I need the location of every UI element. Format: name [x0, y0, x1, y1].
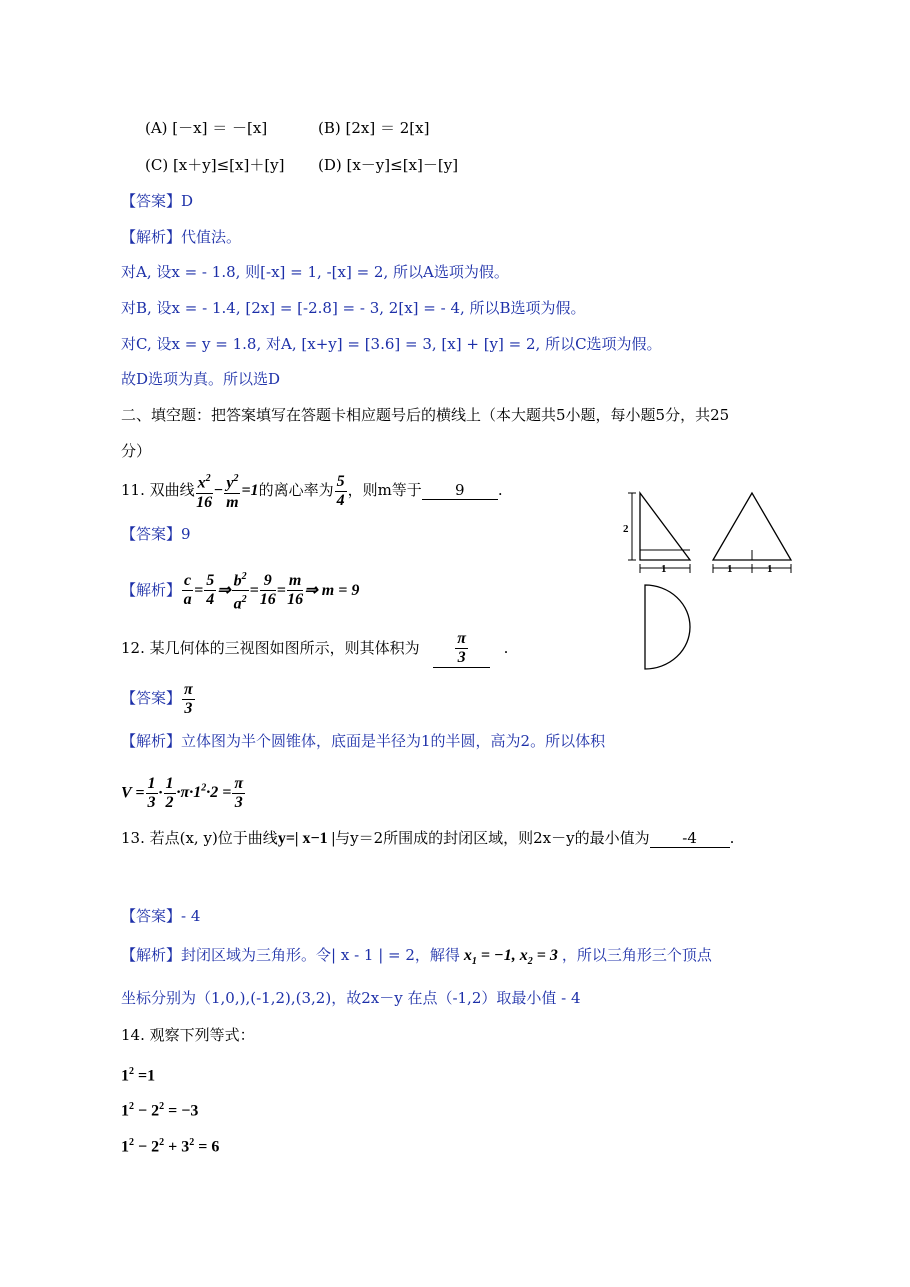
q13-end: . [729, 829, 735, 847]
q10-option-d: (D) [x－y]≤[x]－[y] [318, 156, 459, 174]
q10-line-b: 对B, 设x = - 1.4, [2x] = [-2.8] = - 3, 2[x] = - 4, 所以B选项为假。 [121, 299, 586, 317]
q11-end: . [497, 481, 503, 499]
q12-prefix: 12. 某几何体的三视图如图所示，则其体积为 [121, 639, 420, 657]
q11-eq-frac2: $\frac{y^2}{m}$ [224, 470, 240, 511]
q12-answer: 【答案】 $\frac{\pi}{3}$ [121, 680, 193, 717]
q11-ecc-frac: $\frac{5}{4}$ [336, 472, 345, 509]
q13-question: 13. 若点(x, y)位于曲线y=| x−1 |与y＝2所围成的封闭区域，则2x－y的最小值为 -4 . [121, 829, 735, 847]
q13-analysis: 【解析】封闭区域为三角形。令| x - 1 | = 2，解得 $x_1 = -1$, $x_2 = 3$ ，所以三角形三个顶点 [121, 946, 712, 968]
q11-question: 11. 双曲线 $\frac{x^2}{16}$ − $\frac{y^2}{m}$ =1的离心率为 $\frac{5}{4}$ ，则m等于 9 . [121, 470, 503, 512]
q12-analysis [121, 731, 605, 751]
q13-blank: -4 [650, 829, 730, 848]
analysis-tag: 【解析】 [121, 732, 182, 750]
q14-eq-3: $1^2 - 2^2 + 3^2 = 6$ [121, 1137, 220, 1156]
answer-value: - 4 [181, 907, 201, 925]
section2-line2: 分） [121, 442, 152, 460]
analysis-tag: 【解析】 [121, 580, 182, 599]
answer-tag: 【答案】 [121, 907, 182, 925]
dim-width-label-3: 1 [767, 563, 773, 575]
q13-middle: 与y＝2所围成的封闭区域，则2x－y的最小值为 [335, 829, 650, 847]
section2-line1: 二、填空题：把答案填写在答题卡相应题号后的横线上（本大题共5小题，每小题5分，共25 [121, 406, 730, 424]
q12-blank: $\frac{\pi}{3}$ [420, 630, 504, 668]
q11-then: ，则m等于 [347, 481, 422, 499]
q10-line-d: 故D选项为真。所以选D [121, 370, 281, 388]
q13-prefix: 13. 若点(x, y)位于曲线 [121, 829, 278, 847]
q10-analysis [121, 227, 241, 247]
q11-prefix: 11. 双曲线 [121, 481, 195, 499]
analysis-text: 立体图为半个圆锥体，底面是半径为1的半圆，高为2。所以体积 [181, 732, 606, 750]
answer-tag: 【答案】 [121, 192, 182, 210]
q10-answer [121, 191, 193, 211]
three-view-figure [620, 488, 800, 678]
q11-middle: 的离心率为 [258, 481, 334, 499]
analysis-text: 代值法。 [181, 228, 242, 246]
answer-tag: 【答案】 [121, 689, 182, 707]
q12-volume-formula: V = $\frac{1}{3}$ · $\frac{1}{2}$ $\cdot\pi\cdot 1^2\cdot 2$ = $\frac{\pi}{3}$ [121, 774, 244, 811]
dim-width-label-2: 1 [727, 563, 733, 575]
q10-option-b: (B) [2x] ＝ 2[x] [318, 119, 430, 137]
q12-question [121, 628, 508, 668]
q11-blank: 9 [422, 481, 498, 500]
q12-end: . [503, 639, 509, 657]
q14-question: 14. 观察下列等式： [121, 1026, 255, 1044]
q10-option-c: (C) [x＋y]≤[x]＋[y] [145, 156, 285, 174]
q11-eq-frac1: $\frac{x^2}{16}$ [196, 470, 213, 511]
answer-tag: 【答案】 [121, 525, 182, 543]
q11-answer [121, 524, 191, 544]
q14-eq-1: $1^2 =1$ [121, 1066, 156, 1085]
q10-line-c: 对C, 设x = y = 1.8, 对A, [x+y] = [3.6] = 3, [x] + [y] = 2, 所以C选项为假。 [121, 335, 662, 353]
dim-height-label: 2 [623, 523, 629, 535]
q11-analysis: 【解析】 $\frac{c}{a}$ = $\frac{5}{4}$ ⇒ $\frac{b^2}{a^2}$ = $\frac{9}{16}$ = $\frac{m}{16}$ ⇒ m = 9 [121, 568, 359, 614]
q10-option-a: (A) [－x] ＝ －[x] [145, 119, 268, 137]
analysis-tag: 【解析】 [121, 946, 182, 964]
q10-line-a: 对A, 设x = - 1.8, 则[-x] = 1, -[x] = 2, 所以A选项为假。 [121, 263, 509, 281]
answer-value: D [181, 192, 194, 210]
dim-width-label-1: 1 [661, 563, 667, 575]
answer-value: 9 [181, 525, 191, 543]
q13-answer [121, 906, 200, 926]
analysis-tag: 【解析】 [121, 228, 182, 246]
q13-analysis-line2: 坐标分别为（1,0,),(-1,2),(3,2)，故2x－y 在点（-1,2）取最小值 - 4 [121, 989, 581, 1007]
q14-eq-2: $1^2 - 2^2 = -3$ [121, 1101, 199, 1120]
